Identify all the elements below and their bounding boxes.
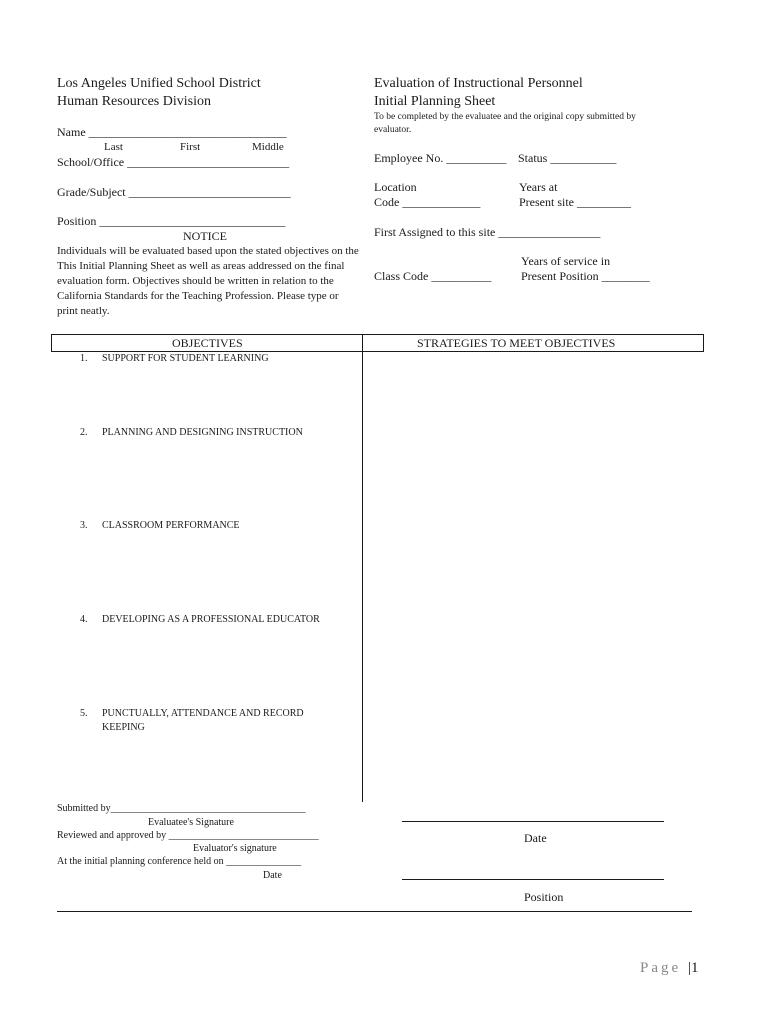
- name-label-first: First: [180, 141, 201, 153]
- form-note-line1: To be completed by the evaluatee and the original copy submitted by: [374, 112, 636, 122]
- objective-number: 5.: [80, 708, 88, 719]
- evaluatee-signature-label: Evaluatee's Signature: [148, 817, 234, 828]
- name-label-last: Last: [104, 141, 123, 153]
- objective-number: 4.: [80, 614, 88, 625]
- class-code-field[interactable]: Class Code __________: [374, 269, 492, 283]
- objective-number: 1.: [80, 353, 88, 364]
- present-position-field[interactable]: Present Position ________: [521, 269, 650, 283]
- submitted-by-field[interactable]: Submitted by_______________________________________: [57, 803, 306, 814]
- position-field[interactable]: Position _______________________________: [57, 214, 286, 228]
- objective-number: 2.: [80, 427, 88, 438]
- page-separator: |: [687, 960, 691, 976]
- objectives-header: OBJECTIVES: [172, 336, 243, 350]
- page-footer: [640, 960, 698, 977]
- bottom-rule: [57, 911, 692, 912]
- grade-subject-field[interactable]: Grade/Subject ___________________________: [57, 185, 291, 199]
- date-signature-line: [402, 821, 664, 822]
- status-field[interactable]: Status ___________: [518, 151, 617, 165]
- date-label: Date: [524, 831, 547, 845]
- objective-label-cont: KEEPING: [102, 722, 145, 733]
- school-office-field[interactable]: School/Office ___________________________: [57, 155, 290, 169]
- notice-title: NOTICE: [183, 229, 227, 243]
- objective-number: 3.: [80, 520, 88, 531]
- years-at-label: Years at: [519, 180, 558, 194]
- first-assigned-field[interactable]: First Assigned to this site _________________: [374, 225, 601, 239]
- district-name: Los Angeles Unified School District: [57, 76, 261, 91]
- location-code-field[interactable]: Code _____________: [374, 195, 481, 209]
- position-label: Position: [524, 890, 564, 904]
- division-name: Human Resources Division: [57, 94, 211, 109]
- form-note-line2: evaluator.: [374, 125, 412, 135]
- evaluator-signature-label: Evaluator's signature: [193, 843, 277, 854]
- name-label-middle: Middle: [252, 141, 284, 153]
- objective-label: CLASSROOM PERFORMANCE: [102, 520, 240, 531]
- form-subtitle: Initial Planning Sheet: [374, 94, 496, 109]
- objective-label: SUPPORT FOR STUDENT LEARNING: [102, 353, 269, 364]
- strategies-header: STRATEGIES TO MEET OBJECTIVES: [417, 336, 616, 350]
- years-service-label: Years of service in: [521, 254, 611, 268]
- conference-date-label: Date: [263, 870, 282, 881]
- present-site-field[interactable]: Present site _________: [519, 195, 631, 209]
- conference-date-field[interactable]: At the initial planning conference held on _______________: [57, 856, 302, 867]
- employee-number-field[interactable]: Employee No. __________: [374, 151, 507, 165]
- objective-label: PLANNING AND DESIGNING INSTRUCTION: [102, 427, 303, 438]
- reviewed-by-field[interactable]: Reviewed and approved by ______________________________: [57, 830, 319, 841]
- form-title: Evaluation of Instructional Personnel: [374, 76, 583, 91]
- objective-label: DEVELOPING AS A PROFESSIONAL EDUCATOR: [102, 614, 320, 625]
- position-signature-line: [402, 879, 664, 880]
- location-label: Location: [374, 180, 417, 194]
- name-field[interactable]: Name _________________________________: [57, 125, 287, 139]
- page-label: Page: [640, 960, 682, 976]
- objective-label: PUNCTUALLY, ATTENDANCE AND RECORD: [102, 708, 304, 719]
- page-number: 1: [690, 960, 699, 976]
- notice-body: Individuals will be evaluated based upon the stated objectives on the This Initial Planning Sheet as well as areas addressed on the final evaluation form. Objectives should be written in relation to the California Standards for the Teaching Profession. Please type or print neatly.: [57, 245, 359, 317]
- column-divider: [362, 334, 363, 802]
